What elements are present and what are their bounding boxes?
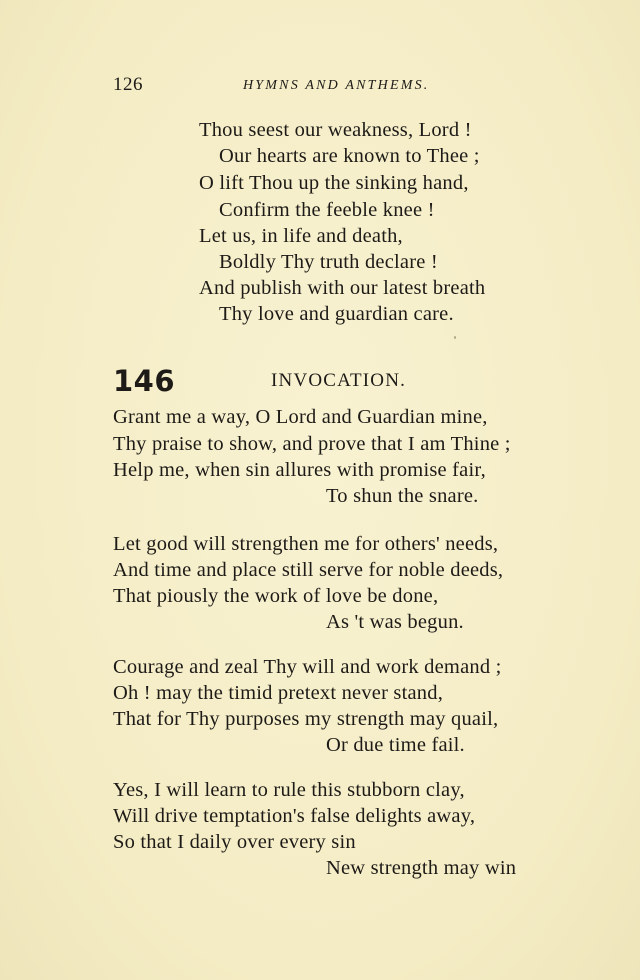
verse-line: That for Thy purposes my strength may quail,: [113, 708, 499, 730]
verse-line: Thou seest our weakness, Lord !: [199, 119, 472, 141]
running-title: HYMNS AND ANTHEMS.: [243, 78, 430, 93]
verse-line: Thy love and guardian care.: [219, 303, 454, 325]
verse-line: Boldly Thy truth declare !: [219, 251, 438, 273]
verse-line-refrain: To shun the snare.: [326, 485, 479, 507]
verse-line-refrain: New strength may win: [326, 857, 517, 879]
verse-line: Thy praise to show, and prove that I am Thine ;: [113, 433, 511, 455]
hymn-number: 146: [113, 364, 176, 398]
verse-line: Help me, when sin allures with promise fair,: [113, 459, 486, 481]
paper-speck: [454, 336, 456, 339]
verse-line: And time and place still serve for noble deeds,: [113, 559, 504, 581]
verse-line: Confirm the feeble knee !: [219, 199, 435, 221]
verse-line: Let good will strengthen me for others' needs,: [113, 533, 499, 555]
verse-line: Grant me a way, O Lord and Guardian mine,: [113, 406, 488, 428]
verse-line: Oh ! may the timid pretext never stand,: [113, 682, 444, 704]
verse-line: So that I daily over every sin: [113, 831, 356, 853]
verse-line: And publish with our latest breath: [199, 277, 486, 299]
verse-line: Our hearts are known to Thee ;: [219, 145, 480, 167]
verse-line: O lift Thou up the sinking hand,: [199, 172, 469, 194]
page-number: 126: [113, 74, 143, 95]
verse-line: Yes, I will learn to rule this stubborn clay,: [113, 779, 465, 801]
verse-line: Courage and zeal Thy will and work demand ;: [113, 656, 502, 678]
verse-line: Let us, in life and death,: [199, 225, 403, 247]
verse-line-refrain: As 't was begun.: [326, 611, 464, 633]
hymn-title: INVOCATION.: [271, 370, 407, 391]
verse-line: That piously the work of love be done,: [113, 585, 439, 607]
verse-line: Will drive temptation's false delights away,: [113, 805, 476, 827]
verse-line-refrain: Or due time fail.: [326, 734, 465, 756]
